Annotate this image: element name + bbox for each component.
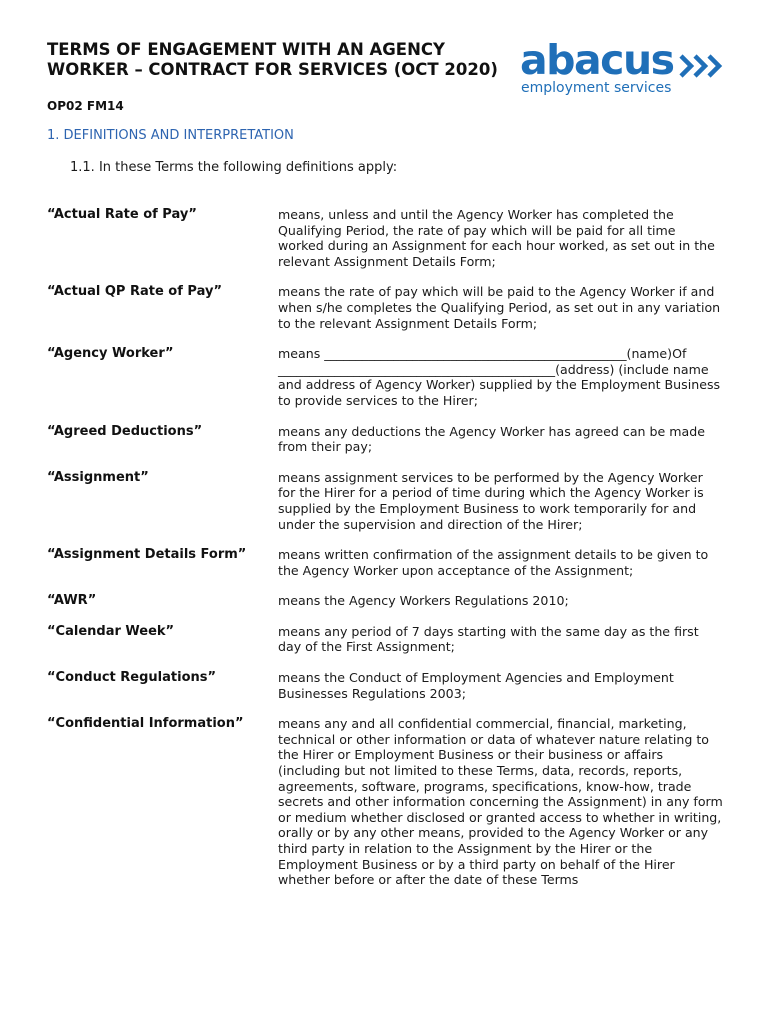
definition-term: “Agreed Deductions” — [47, 423, 203, 439]
definition-meaning: means any and all confidential commercial, financial, marketing, technical or other information or data of whatever nature relating to the Hirer or Employment Business or their business or affairs (including but not limited to these Terms, data, records, reports, agreements, software, programs, specifications, know-how, trade secrets and other information concerning the Assignment) in any form or medium whether disclosed or granted access to whether in writing, orally or by any other means, provided to the Agency Worker or any third party in relation to the Assignment by the Hirer or the Employment Business or by a third party on behalf of the Hirer whether before or after the date of these Terms — [278, 716, 723, 888]
definition-term: “AWR” — [47, 593, 97, 609]
definition-meaning: means, unless and until the Agency Worker has completed the Qualifying Period, the rate of pay which will be paid for all time worked during an Assignment for each hour worked, as set out in the relevant Assignment Details Form; — [278, 207, 715, 269]
definition-row — [47, 284, 727, 331]
definition-term: “Confidential Information” — [47, 716, 244, 732]
definition-row — [47, 470, 727, 532]
definition-row — [47, 547, 727, 578]
definition-row — [47, 424, 727, 455]
definitions-list — [47, 207, 727, 903]
definition-row — [47, 716, 727, 888]
document-reference: OP02 FM14 — [47, 99, 124, 113]
definition-term: “Conduct Regulations” — [47, 670, 217, 686]
definition-term: “Actual QP Rate of Pay” — [47, 284, 222, 300]
definition-meaning: means the rate of pay which will be paid to the Agency Worker if and when s/he completes the Qualifying Period, as set out in any variation to the relevant Assignment Details Form; — [278, 284, 721, 331]
definition-meaning: means the Agency Workers Regulations 2010; — [278, 593, 569, 609]
definition-term: “Calendar Week” — [47, 623, 175, 639]
definition-row — [47, 207, 727, 269]
definition-row — [47, 346, 727, 408]
section-heading: 1. DEFINITIONS AND INTERPRETATION — [47, 128, 294, 143]
definition-meaning: means the Conduct of Employment Agencies and Employment Businesses Regulations 2003; — [278, 670, 674, 701]
definition-row — [47, 593, 727, 609]
definition-meaning: means any period of 7 days starting with the same day as the first day of the First Assignment; — [278, 623, 699, 655]
document-title: TERMS OF ENGAGEMENT WITH AN AGENCY WORKER – CONTRACT FOR SERVICES (OCT 2020) — [47, 40, 498, 79]
abacus-logo — [518, 36, 728, 100]
definition-row — [47, 670, 727, 701]
definition-term: “Actual Rate of Pay” — [47, 207, 197, 222]
definition-term: “Agency Worker” — [47, 346, 174, 362]
section-intro: 1.1. In these Terms the following definitions apply: — [70, 160, 398, 175]
definition-meaning: means ________________________________________________(name)Of ____________________________________________(address) (include name and address of Agency Worker) supplied by the Employment Business to provide services to the Hirer; — [278, 346, 721, 408]
logo-wordmark: abacus — [520, 36, 674, 84]
definition-meaning: means any deductions the Agency Worker has agreed can be made from their pay; — [278, 423, 705, 455]
chevrons-right-icon — [679, 52, 727, 80]
definition-meaning: means assignment services to be performed by the Agency Worker for the Hirer for a period of time during which the Agency Worker is supplied by the Employment Business to work temporarily for and under the supervision and direction of the Hirer; — [278, 469, 704, 532]
logo-subtitle: employment services — [521, 80, 672, 96]
definition-term: “Assignment Details Form” — [47, 547, 247, 563]
definition-row — [47, 624, 727, 655]
definition-term: “Assignment” — [47, 469, 149, 485]
definition-meaning: means written confirmation of the assignment details to be given to the Agency Worker upon acceptance of the Assignment; — [278, 547, 709, 578]
